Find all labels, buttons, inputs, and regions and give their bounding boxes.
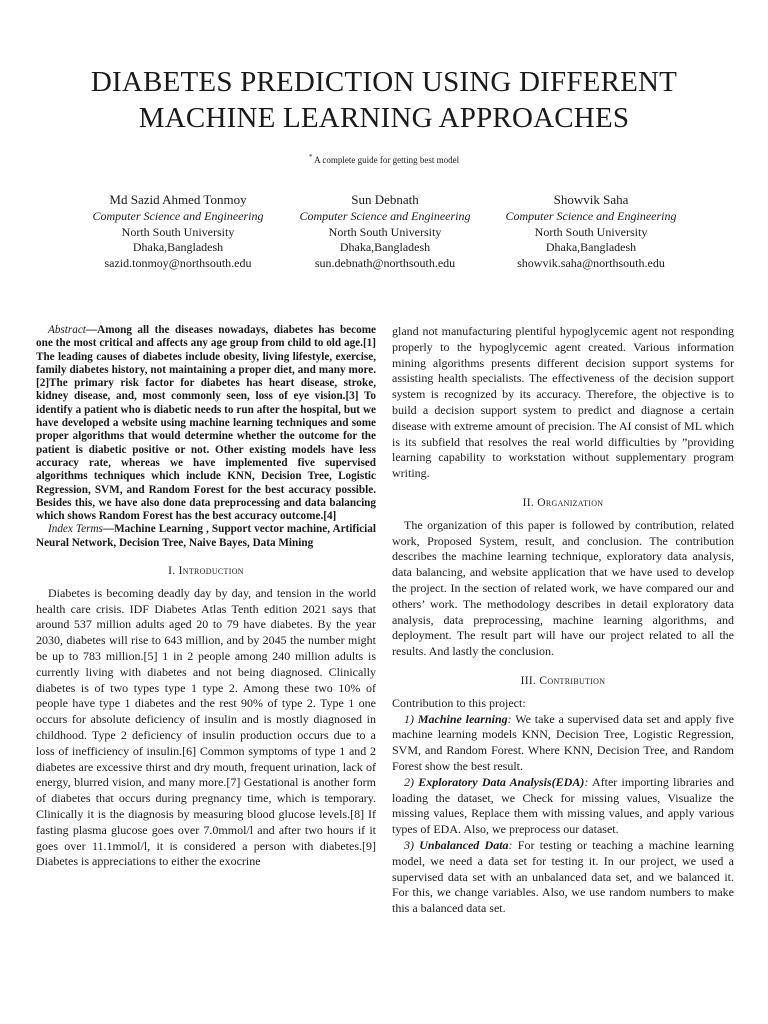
- author-name: Sun Debnath: [351, 192, 419, 207]
- item-heading: Machine learning: [417, 711, 508, 726]
- index-terms-label: Index Terms: [48, 523, 103, 536]
- author-email: showvik.saha@northsouth.edu: [517, 256, 665, 271]
- introduction-continuation: gland not manufacturing plentiful hypoglycemic agent not responding properly to the hypoglycemic agent created. Various information mining algorithms presents different decision support systems for assisting health specialists. The effectiveness of the decision support system is recognized by its accuracy. Therefore, the objective is to build a decision support system to predict and diagnose a certain disease with extreme amount of precision. The AI consist of ML which is its subfield that resolves the real world difficulties by ”providing learning capability to workstation without supplementary program writing.: [392, 324, 734, 481]
- title-line-2: MACHINE LEARNING APPROACHES: [138, 102, 630, 134]
- item-number: 3): [404, 837, 414, 852]
- item-text: After importing libraries and loading the dataset, we Check for missing values, Visualize the missing values, Replace them with missing values, and apply various types of EDA. Also, we preprocess our dataset.: [392, 774, 735, 837]
- section-heading-organization: [392, 496, 734, 512]
- index-terms: [36, 523, 376, 550]
- index-terms-text: —Machine Learning , Support vector machine, Artificial Neural Network, Decision Tree, Naive Bayes, Data Mining: [36, 523, 376, 549]
- author-university: North South University: [328, 224, 442, 239]
- section-heading-contribution: [392, 674, 734, 690]
- item-text: For testing or teaching a machine learning model, we need a data set for testing it. In our project, we used a supervised data set with an unbalanced data set, and we balanced it. For this, we change variables. Also, we use random numbers to make this a balanced data set.: [392, 837, 734, 916]
- item-number: 2): [404, 774, 414, 789]
- author-city: Dhaka,Bangladesh: [545, 240, 637, 255]
- section-title: Organization: [537, 496, 604, 509]
- paper-title: [40, 64, 728, 136]
- abstract-label: Abstract: [48, 324, 86, 336]
- section-title: Introduction: [178, 565, 244, 578]
- item-heading: Unbalanced Data: [419, 837, 509, 852]
- author-department: Computer Science and Engineering: [92, 208, 264, 223]
- abstract-text: —Among all the diseases nowadays, diabetes has become one the most critical and affects any age group from child to old age.[1] The leading causes of diabetes include obesity, living lifestyle, exercise, family diabetes history, not maintaining a proper diet, and many more.[2]The primary risk factor for diabetes has heart disease, stroke, kidney disease, and, most commonly seen, loss of eye vision.[3] To identify a patient who is diabetic needs to run after the hospital, but we have developed a website using machine learning techniques and some proper algorithms that would determine whether the outcome for the patient is diabetic positive or not. Other existing models have less accuracy rate, whereas we have implemented five supervised algorithms techniques which include KNN, Decision Tree, Logistic Regression, SVM, and Random Forest for the best accuracy possible. Besides this, we have also done data preprocessing and data balancing which shows Random Forest has the best accuracy outcome.[4]: [36, 324, 376, 523]
- title-line-1: DIABETES PREDICTION USING DIFFERENT: [90, 66, 678, 98]
- item-text: We take a supervised data set and apply five machine learning models KNN, Decision Tree, Logistic Regression, SVM, and Random Forest. Where KNN, Decision Tree, and Random Forest show the best result.: [392, 711, 734, 773]
- item-number: 1): [404, 711, 414, 726]
- section-number: II.: [522, 496, 535, 509]
- contribution-intro: Contribution to this project:: [392, 695, 526, 710]
- abstract: [36, 324, 376, 523]
- author-university: North South University: [121, 224, 235, 239]
- author-university: North South University: [534, 224, 648, 239]
- author-block: [486, 192, 696, 272]
- author-name: Md Sazid Ahmed Tonmoy: [109, 192, 247, 207]
- section-number: I.: [168, 565, 176, 578]
- author-block: [73, 192, 283, 272]
- author-department: Computer Science and Engineering: [505, 208, 677, 223]
- author-name: Showvik Saha: [553, 192, 629, 207]
- left-column: [36, 324, 376, 870]
- contribution-item: 1) Machine learning: We take a supervised data set and apply five machine learning models KNN, Decision Tree, Logistic Regression, SVM, and Random Forest. Where KNN, Decision Tree, and Random Forest show the best result.: [392, 711, 734, 773]
- right-column: [392, 324, 734, 917]
- author-email: sazid.tonmoy@northsouth.edu: [104, 256, 252, 271]
- subtitle-footnote-mark: *: [308, 153, 313, 161]
- author-email: sun.debnath@northsouth.edu: [314, 256, 456, 271]
- contribution-item: 3) Unbalanced Data: For testing or teaching a machine learning model, we need a data set for testing it. In our project, we used a supervised data set with an unbalanced data set, and we balanced it. For this, we change variables. Also, we use random numbers to make this a balanced data set.: [392, 837, 734, 916]
- author-block: [280, 192, 490, 272]
- contribution-item: 2) Exploratory Data Analysis(EDA): After importing libraries and loading the dataset, we Check for missing values, Visualize the missing values, Replace them with missing values, and apply various types of EDA. Also, we preprocess our dataset.: [392, 774, 735, 837]
- author-city: Dhaka,Bangladesh: [132, 240, 224, 255]
- introduction-paragraph: Diabetes is becoming deadly day by day, and tension in the world health care crisis. IDF Diabetes Atlas Tenth edition 2021 says that around 537 million adults aged 20 to 79 have diabetes. By the year 2030, diabetes will rise to 643 million, and by 2045 the number might be up to 783 million.[5] 1 in 2 people among 240 million adults is currently living with diabetes and not being diagnosed. Clinically diabetes is of two types type 1 type 2. Among these two 10% of people have type 1 diabetes and the rest 90% of type 2. Type 1 one occurs for absolute deficiency of insulin and is mostly diagnosed in childhood. Type 2 deficiency of insulin production occurs due to a loss of inefficiency of insulin.[6] Common symptoms of type 1 and 2 diabetes are excessive thirst and dry mouth, frequent urination, lack of energy, blurred vision, and many more.[7] Gestational is another form of diabetes that occurs during pregnancy time, which is temporary. Clinically it is the diagnosis by measuring blood glucose levels.[8] If fasting plasma glucose goes over 7.0mmol/l and after two hours if it goes over 11.1mmol/l, it is considered a person with diabetes.[9] Diabetes is appreciations to either the exocrine: [36, 585, 376, 869]
- author-department: Computer Science and Engineering: [299, 208, 471, 223]
- paper-subtitle: [0, 153, 768, 165]
- author-city: Dhaka,Bangladesh: [339, 240, 431, 255]
- subtitle-text: A complete guide for getting best model: [314, 155, 460, 165]
- organization-paragraph: The organization of this paper is followed by contribution, related work, Proposed System, result, and conclusion. The contribution describes the machine learning technique, exploratory data analysis, data balancing, and website application that we have used to develop the project. In the section of related work, we have compared our and others’ work. The methodology describes in detail exploratory data analysis, data preprocessing, machine learning algorithms, and deployment. The result part will have our project related to all the results. And lastly the conclusion.: [392, 517, 734, 659]
- section-number: III.: [520, 674, 537, 687]
- section-heading-introduction: [36, 564, 376, 580]
- section-title: Contribution: [539, 674, 606, 687]
- item-heading: Exploratory Data Analysis(EDA): [418, 774, 585, 789]
